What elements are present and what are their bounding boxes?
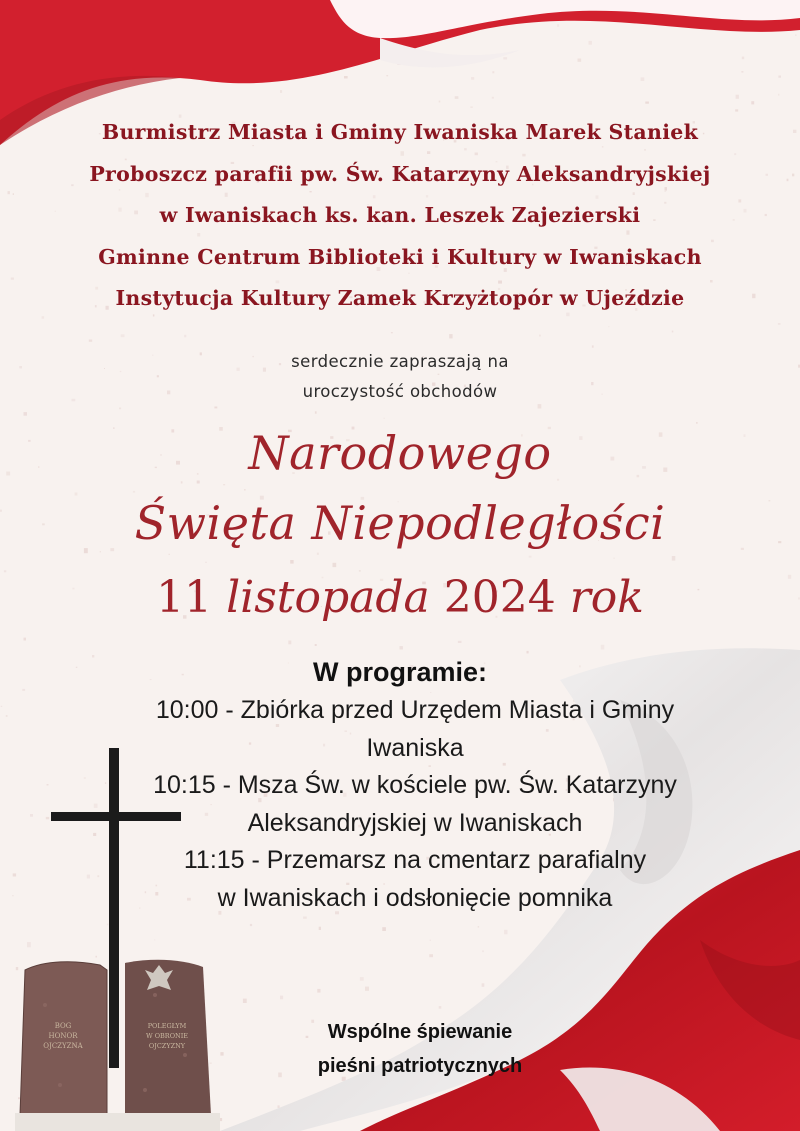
date-suffix: rok xyxy=(569,572,644,623)
event-date xyxy=(60,566,740,630)
program-heading: W programie: xyxy=(312,657,487,687)
date-year: 2024 xyxy=(443,572,556,623)
date-day: 11 xyxy=(156,572,213,623)
left-inscription-1: BOG xyxy=(54,1022,72,1030)
speckle xyxy=(4,570,6,572)
title-line-1: Narodowego xyxy=(248,426,552,480)
speckle xyxy=(38,466,39,468)
right-inscription-2: W OBRONIE xyxy=(145,1032,189,1040)
organizer-line: Burmistrz Miasta i Gminy Iwaniska Marek Staniek xyxy=(101,120,699,144)
speckle xyxy=(19,366,22,368)
monument-base xyxy=(15,1113,220,1131)
program-item-2-line-1: 10:15 - Msza Św. w kościele pw. Św. Katarzyny xyxy=(153,771,677,799)
speckle xyxy=(741,548,744,550)
speckle xyxy=(104,368,105,369)
speckle xyxy=(119,408,121,410)
speckle xyxy=(72,399,76,402)
left-inscription-2: HONOR xyxy=(48,1032,78,1040)
right-inscription-3: OJCZYZNY xyxy=(148,1042,186,1050)
program-item-1-line-1: 10:00 - Zbiórka przed Urzędem Miasta i Gminy xyxy=(155,696,675,724)
speckle xyxy=(184,335,186,338)
speckle xyxy=(608,326,609,327)
singing-line-1: Wspólne śpiewanie xyxy=(327,1021,513,1043)
speckle xyxy=(788,575,791,579)
speckle xyxy=(8,191,10,194)
speckle xyxy=(42,523,45,525)
speckle xyxy=(0,510,2,512)
singing-note xyxy=(230,1015,610,1083)
speckle xyxy=(13,193,14,195)
organizer-line: Instytucja Kultury Zamek Krzyżtopór w Ujeździe xyxy=(115,286,685,310)
speckle xyxy=(391,332,393,333)
organizer-line: Gminne Centrum Biblioteki i Kultury w Iwaniskach xyxy=(98,244,702,269)
invite-line-2: uroczystość obchodów xyxy=(302,382,498,401)
speckle xyxy=(778,541,781,543)
speckle xyxy=(449,334,452,338)
speckle xyxy=(315,411,317,413)
date-month: listopada xyxy=(226,572,430,623)
speckle xyxy=(787,179,789,182)
program-item-1-line-2: Iwaniska xyxy=(366,733,464,762)
invite-line-1: serdecznie zapraszają na xyxy=(291,352,509,371)
speckle xyxy=(539,335,541,337)
speckle xyxy=(11,278,14,280)
speckle xyxy=(152,355,153,356)
speckle xyxy=(778,323,781,325)
right-inscription-1: POLEGŁYM xyxy=(147,1022,187,1030)
speckle xyxy=(121,334,125,337)
left-inscription-3: OJCZYZNA xyxy=(43,1042,83,1050)
organizer-line: Proboszcz parafii pw. Św. Katarzyny Aleksandryjskiej xyxy=(89,161,711,186)
speckle xyxy=(205,562,206,563)
program-item-2-line-2: Aleksandryjskiej w Iwaniskach xyxy=(247,808,583,837)
program-list xyxy=(95,692,735,917)
speckle xyxy=(6,472,10,476)
speckle xyxy=(290,560,293,564)
program-item-3-line-1: 11:15 - Przemarsz na cmentarz parafialny xyxy=(183,846,647,874)
invitation-text xyxy=(200,347,600,407)
speckle xyxy=(28,440,31,442)
program-item-3-line-2: w Iwaniskach i odsłonięcie pomnika xyxy=(217,883,613,912)
organizer-line: w Iwaniskach ks. kan. Leszek Zajezierski xyxy=(159,203,641,227)
organizers-block xyxy=(20,112,780,320)
speckle xyxy=(167,391,170,395)
speckle xyxy=(24,412,28,416)
singing-line-2: pieśni patriotycznych xyxy=(317,1055,523,1077)
speckle xyxy=(744,434,746,437)
speckle xyxy=(157,375,159,377)
speckle xyxy=(792,174,794,177)
speckle xyxy=(120,371,122,372)
title-line-2: Święta Niepodległości xyxy=(134,496,666,550)
speckle xyxy=(601,394,602,395)
event-title xyxy=(60,418,740,558)
speckle xyxy=(672,331,674,333)
speckle xyxy=(769,500,771,501)
speckle xyxy=(89,340,92,342)
